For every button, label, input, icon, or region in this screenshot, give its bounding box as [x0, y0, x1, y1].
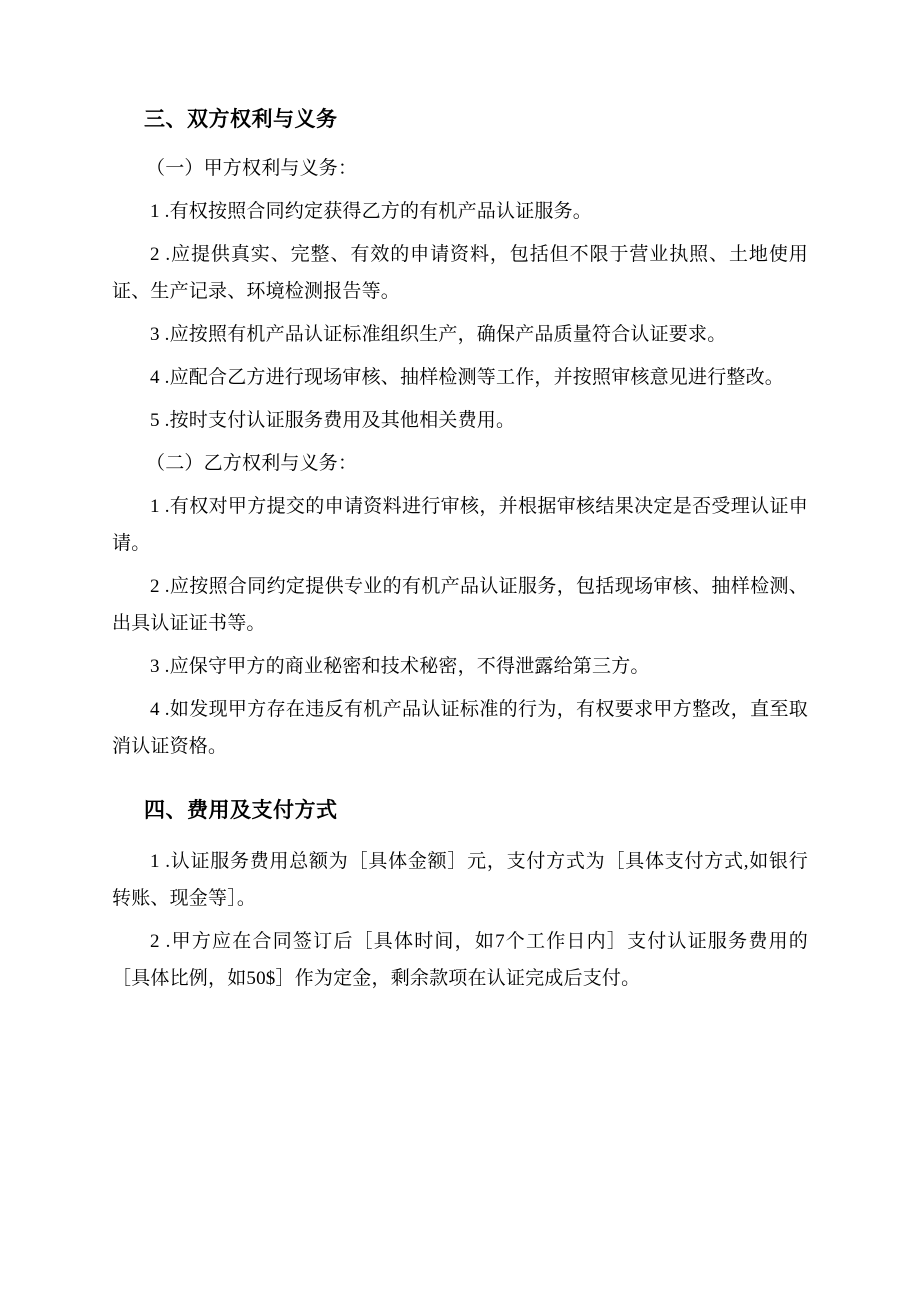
paragraph-party-a-item-3: 3 .应按照有机产品认证标准组织生产，确保产品质量符合认证要求。	[150, 323, 727, 345]
section-heading-rights-obligations: 三、双方权利与义务	[144, 107, 338, 131]
section-heading-fees-payment: 四、费用及支付方式	[144, 798, 338, 823]
paragraph-party-b-item-2: 2 .应按照合同约定提供专业的有机产品认证服务，包括现场审核、抽样检测、出具认证证书等。	[112, 575, 808, 635]
paragraph-party-a-item-5: 5 .按时支付认证服务费用及其他相关费用。	[150, 409, 516, 431]
paragraph-party-a-title: （一）甲方权利与义务：	[146, 157, 358, 179]
paragraph-party-a-item-2: 2 .应提供真实、完整、有效的申请资料，包括但不限于营业执照、土地使用证、生产记录、环境检测报告等。	[112, 243, 808, 302]
paragraph-fees-item-2: 2 .甲方应在合同签订后［具体时间，如7个工作日内］支付认证服务费用的［具体比例，如50$］作为定金，剩余款项在认证完成后支付。	[112, 930, 808, 989]
paragraph-party-b-item-1: 1 .有权对甲方提交的申请资料进行审核，并根据审核结果决定是否受理认证申请。	[112, 495, 808, 554]
paragraph-fees-item-1: 1 .认证服务费用总额为［具体金额］元，支付方式为［具体支付方式,如银行转账、现金等］。	[112, 850, 808, 909]
paragraph-party-b-title: （二）乙方权利与义务：	[146, 452, 358, 474]
document-body	[112, 104, 808, 997]
paragraph-party-a-item-1: 1 .有权按照合同约定获得乙方的有机产品认证服务。	[150, 200, 593, 222]
paragraph-party-a-item-4: 4 .应配合乙方进行现场审核、抽样检测等工作，并按照审核意见进行整改。	[150, 366, 785, 388]
paragraph-party-b-item-4: 4 .如发现甲方存在违反有机产品认证标准的行为，有权要求甲方整改，直至取消认证资格。	[112, 699, 808, 758]
paragraph-party-b-item-3: 3 .应保守甲方的商业秘密和技术秘密，不得泄露给第三方。	[150, 656, 650, 678]
